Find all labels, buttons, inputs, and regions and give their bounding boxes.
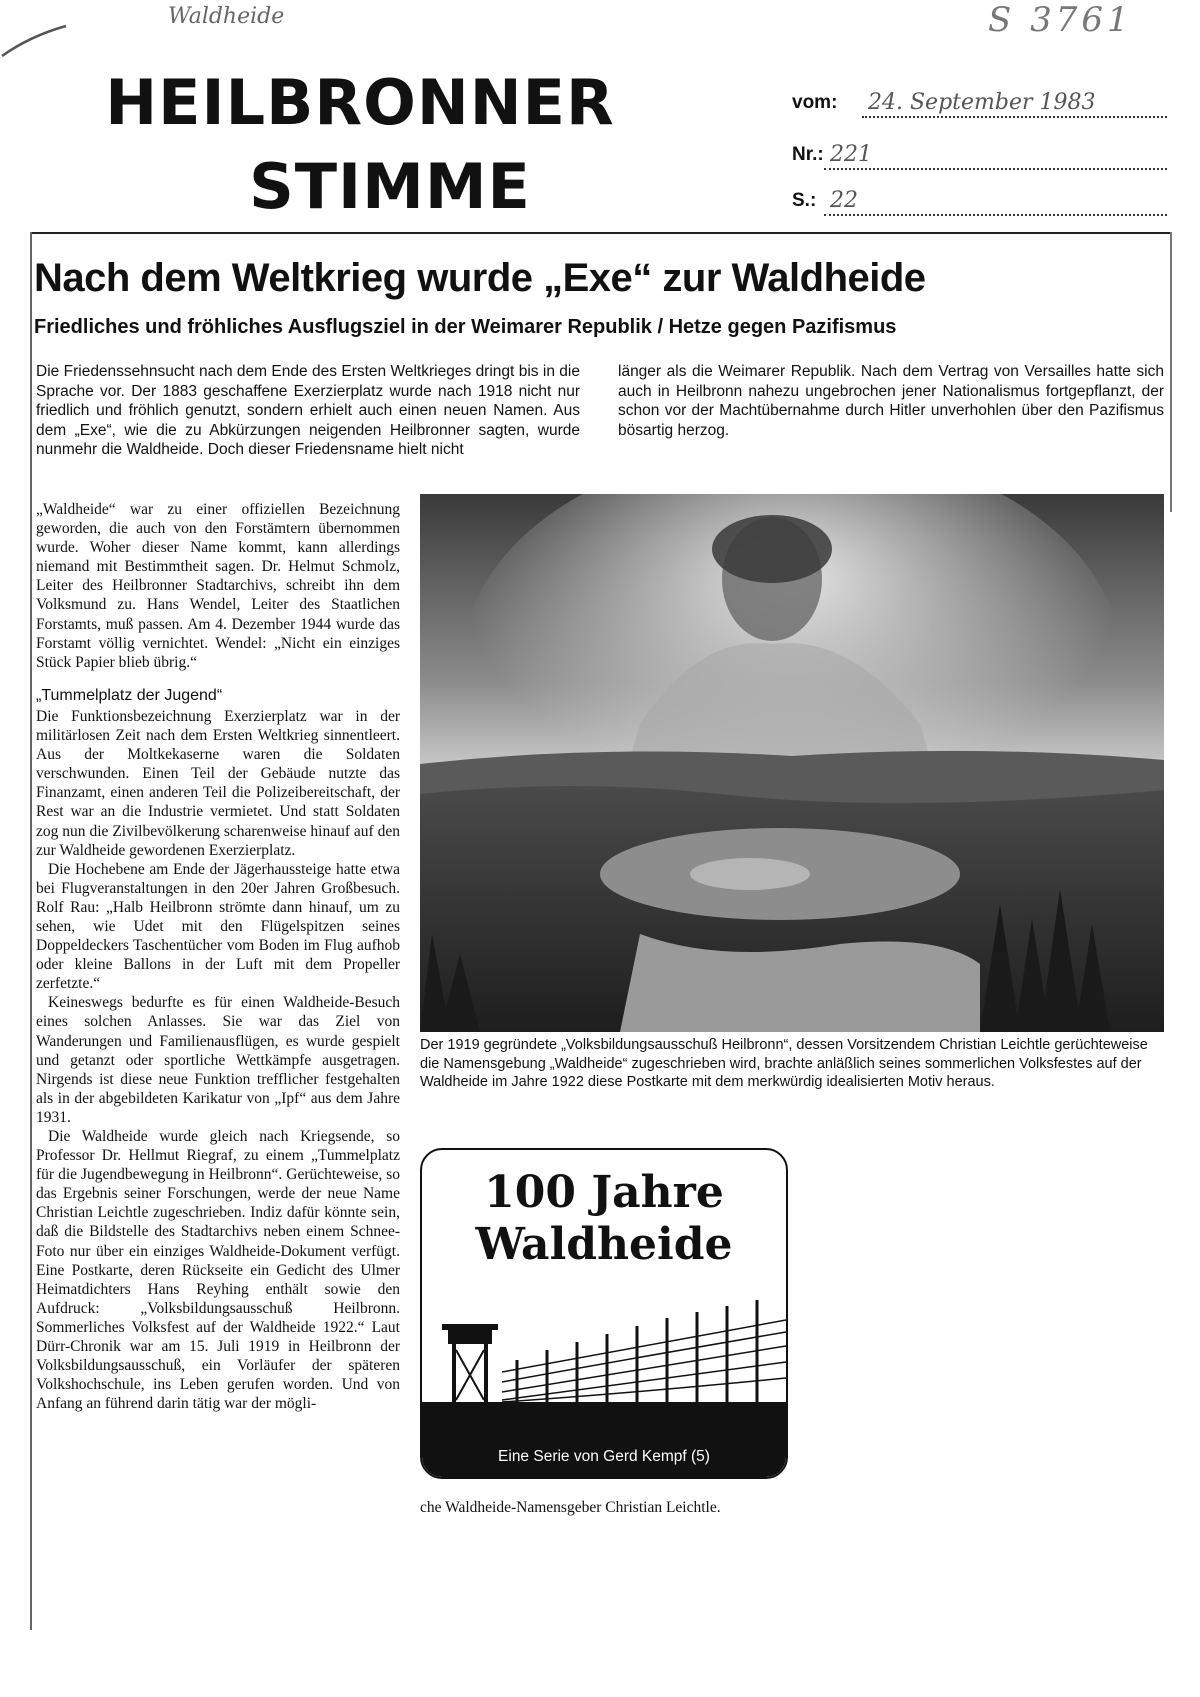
handwritten-note-topic: Waldheide	[168, 4, 285, 29]
body-paragraph: „Waldheide“ war zu einer offiziellen Bezeichnung geworden, die auch von den Forstämtern übernommen wurde. Woher dieser Name kommt, kann allerdings niemand mit Bestimmtheit sagen. Dr. Helmut Schmolz, Leiter des Heilbronner Stadtarchivs, schreibt ihn dem Volksmund zu. Hans Wendel, Leiter des Staatlichen Forstamts, muß passen. Am 4. Dezember 1944 wurde das Forstamt völlig vernichtet. Wendel: „Nicht ein einziges Stück Papier blieb übrig.“	[36, 501, 400, 671]
postcard-image	[420, 494, 1164, 1032]
photo-caption: Der 1919 gegründete „Volksbildungsausschuß Heilbronn“, dessen Vorsitzendem Christian Leichtle gerüchteweise die Namensgebung „Waldheide“ zugeschrieben wird, brachte anläßlich seines sommerlichen Volksfestes auf der Waldheide im Jahre 1922 diese Postkarte mit dem merkwürdig idealisierten Motiv heraus.	[420, 1037, 1148, 1090]
article-headline: Nach dem Weltkrieg wurde „Exe“ zur Waldheide	[34, 256, 926, 300]
article-subheadline: Friedliches und fröhliches Ausflugsziel in der Weimarer Republik / Hetze gegen Pazifismus	[34, 316, 897, 338]
series-subtitle: Eine Serie von Gerd Kempf (5)	[422, 1442, 786, 1477]
issue-number-label: Nr.:	[792, 144, 824, 165]
clipping-left-edge	[30, 232, 32, 1630]
article-body-column	[36, 500, 400, 1413]
series-logo-box	[420, 1148, 788, 1479]
date-label: vom:	[792, 92, 838, 113]
date-field	[792, 92, 1167, 120]
clipping-top-rule	[30, 232, 1170, 234]
series-title-line-1: 100 Jahre	[484, 1167, 724, 1218]
page-number-field	[792, 190, 1167, 218]
masthead-line-1: HEILBRONNER	[105, 66, 615, 139]
body-paragraph: Die Funktionsbezeichnung Exerzierplatz war in der militärlosen Zeit nach dem Ersten Weltkrieg sinnentleert. Aus der Moltkekaserne waren die Soldaten verschwunden. Einen Teil der Gebäude nutzte das Finanzamt, einen anderen Teil die Polizeibereitschaft, der Rest war an die Industrie vermietet. Und statt Soldaten zog nun die Zivilbevölkerung scharenweise hinauf auf den zur Waldheide gewordenen Exerzierplatz.	[36, 707, 400, 859]
pencil-stroke-mark	[0, 20, 70, 60]
body-paragraph: Keineswegs bedurfte es für einen Waldheide-Besuch eines solchen Anlasses. Sie war das Ziel von Wanderungen und Familienausflügen, es wurde gespielt und getanzt oder sportliche Wettkämpfe ausgetragen. Nirgends ist diese neue Funktion trefflicher festgehalten als in der abgebildeten Karikatur von „Ipf“ aus dem Jahre 1931.	[36, 994, 400, 1126]
series-title-line-2: Waldheide	[475, 1219, 733, 1270]
body-paragraph: che Waldheide-Namensgeber Christian Leichtle.	[420, 1499, 721, 1516]
article-body-continuation	[420, 1498, 784, 1517]
date-value: 24. September 1983	[862, 92, 1167, 118]
issue-number-field	[792, 144, 1167, 172]
masthead-line-2: STIMME	[249, 150, 531, 223]
issue-number-value: 221	[824, 144, 1167, 170]
article-lead-left: Die Friedenssehnsucht nach dem Ende des Ersten Weltkrieges dringt bis in die Sprache vor. Der 1883 geschaffene Exerzierplatz wurde nach 1918 nicht nur friedlich und fröhlich genutzt, sondern erhielt auch einen neuen Namen. Aus dem „Exe“, wie die zu Abkürzungen neigenden Heilbronner sagten, wurde nunmehr die Waldheide. Doch dieser Friedensname hielt nicht	[36, 363, 580, 458]
section-subheading: „Tummelplatz der Jugend“	[36, 686, 223, 704]
body-paragraph: Die Waldheide wurde gleich nach Kriegsende, so Professor Dr. Hellmut Riegraf, zu einem „Tummelplatz für die Jugendbewegung in Heilbronn“. Gerüchteweise, so das Ergebnis seiner Forschungen, werde der neue Name Christian Leichtle zugeschrieben. Indiz dafür könnte sein, daß die Bildstelle des Stadtarchivs neben einem Schnee-Foto nur über ein einziges Waldheide-Dokument verfügt. Eine Postkarte, deren Rückseite ein Gedicht des Ulmer Heimatdichters Hans Reyhing enthält sowie den Aufdruck: „Volksbildungsausschuß Heilbronn. Sommerliches Volksfest auf der Waldheide 1922.“ Laut Dürr-Chronik war am 15. Juli 1919 in Heilbronn der Volksbildungsausschuß, ein Vorläufer der späteren Volkshochschule, ins Leben gerufen worden. Und von Anfang an führend darin tätig war der mögli-	[36, 1128, 400, 1413]
newspaper-masthead	[60, 66, 660, 223]
article-lead-right: länger als die Weimarer Republik. Nach dem Vertrag von Versailles hatte sich auch in Heilbronn nahezu ungebrochen jener Nationalismus fortgepflanzt, der schon vor der Machtübernahme durch Hitler unverhohlen über den Pazifismus bösartig herzog.	[618, 363, 1164, 439]
clipping-right-edge	[1170, 232, 1172, 512]
handwritten-archive-number: S 3761	[988, 0, 1133, 40]
page-number-value: 22	[824, 190, 1167, 216]
page-number-label: S.:	[792, 190, 817, 211]
body-paragraph: Die Hochebene am Ende der Jägerhaussteige hatte etwa bei Flugveranstaltungen in den 20er Jahren Großbesuch. Rolf Rau: „Halb Heilbronn strömte dann hinauf, um zu sehen, wie Udet mit den Flügelspitzen seines Doppeldeckers Taschentücher vom Boden im Flug aufhob oder kleine Ballons in der Luft mit dem Propeller zerfetzte.“	[36, 860, 400, 993]
watchtower-fence-illustration	[422, 1290, 786, 1450]
